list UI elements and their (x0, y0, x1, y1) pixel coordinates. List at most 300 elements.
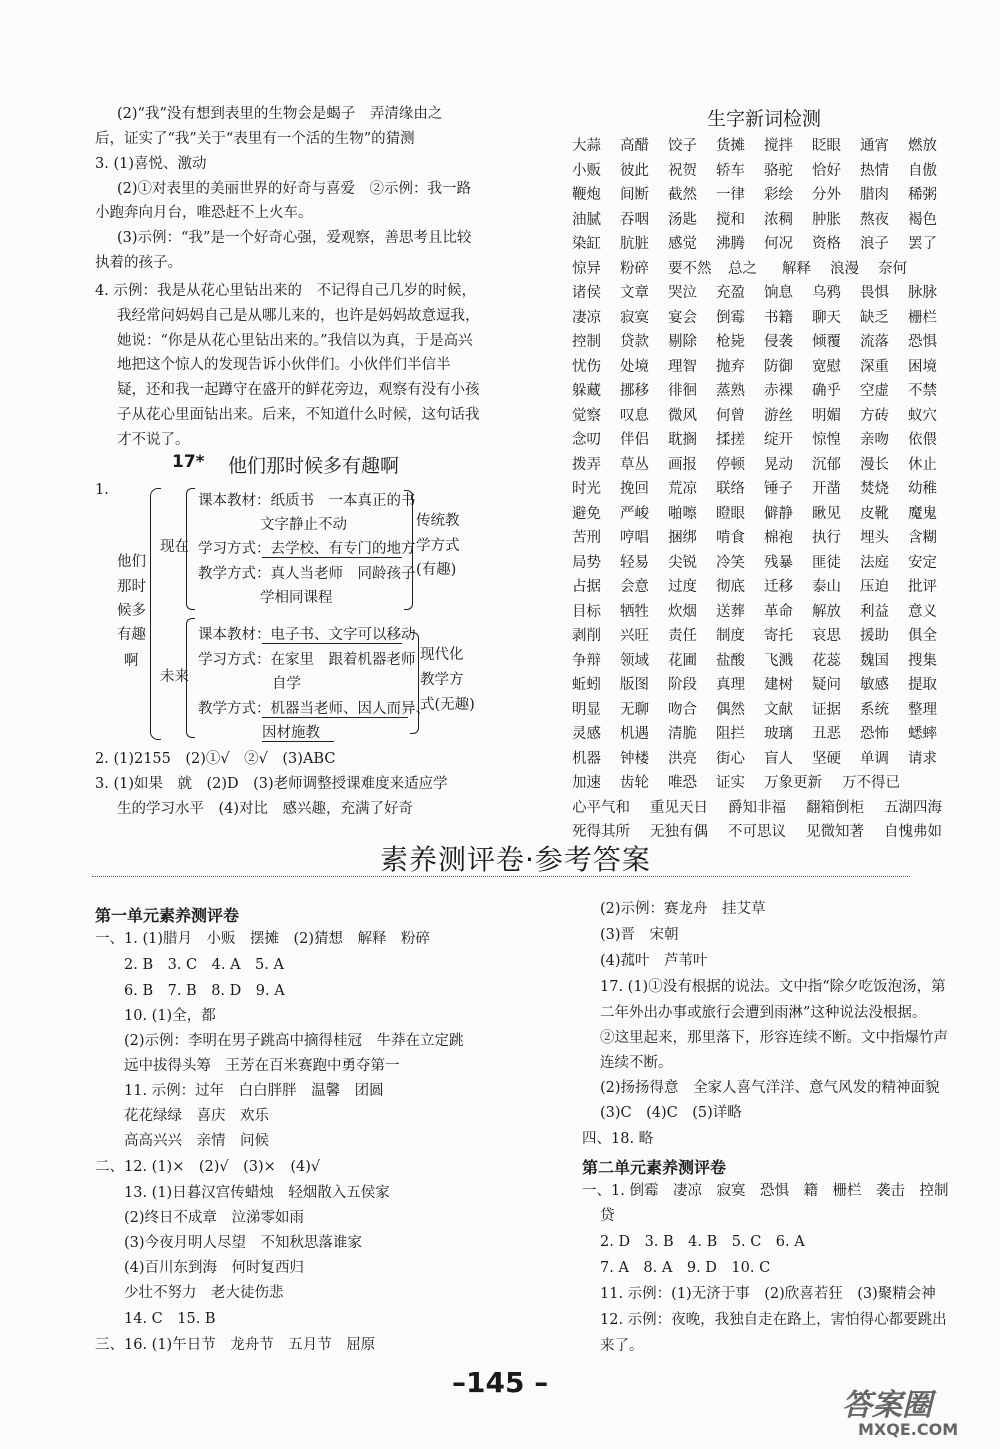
vocab-word: 剔除 (668, 334, 697, 350)
vocab-word: 何曾 (716, 407, 745, 424)
text-line: (2)“我”没有想到表里的生物会是蝎子 弄清缘由之 (117, 106, 443, 122)
answer-line: 14. C 15. B (124, 1311, 216, 1327)
vocab-word: 彻底 (716, 579, 745, 595)
vocab-word: 花蕊 (812, 652, 841, 669)
vocab-word: 联络 (716, 481, 745, 497)
vocab-word: 机遇 (620, 726, 649, 742)
vocab-word: 见微知著 (806, 824, 864, 840)
vocab-word: 热情 (860, 162, 889, 179)
vocab-word: 揉搓 (716, 432, 745, 448)
now-brace (186, 488, 195, 610)
vocab-word: 游丝 (764, 407, 793, 424)
vocab-word: 赤裸 (764, 383, 793, 399)
vocab-word: 绽开 (764, 432, 793, 448)
vocab-word: 争辩 (572, 652, 601, 669)
vocab-word: 魔鬼 (908, 505, 937, 522)
vocab-word: 截然 (668, 187, 697, 203)
now-item: 课本教材：纸质书 一本真正的书 (198, 493, 416, 509)
vocab-word: 腊肉 (860, 187, 889, 203)
text-line: 执着的孩子。 (95, 255, 182, 271)
text-line: 小跑奔向月台，唯恐赶不上火车。 (95, 205, 313, 221)
text-line: 4. 示例：我是从花心里钻出来的 不记得自己几岁的时候， (95, 283, 476, 299)
vocab-word: 钟楼 (620, 750, 649, 767)
answer-line: 花花绿绿 喜庆 欢乐 (124, 1108, 269, 1124)
text-line: 才不说了。 (117, 432, 190, 448)
vocab-word: 困境 (908, 358, 937, 375)
answer-line: 三、16. (1)午日节 龙舟节 五月节 屈原 (95, 1337, 376, 1353)
answer-line: ②这里起来，那里落下，形容连续不断。文中指爆竹声 (600, 1030, 948, 1046)
vocab-word: 法庭 (860, 554, 889, 571)
vocab-word: 间断 (620, 187, 649, 203)
vocab-word: 阶段 (668, 677, 697, 693)
vocab-word: 惊异 (572, 260, 601, 277)
vocab-word: 栅栏 (908, 309, 937, 326)
vocab-word: 心平气和 (572, 799, 630, 816)
vocab-word: 洪亮 (668, 750, 697, 767)
answer-line: 一、1. 倒霉 凄凉 寂寞 恐惧 籍 栅栏 袭击 控制 (582, 1183, 949, 1199)
vocab-word: 何况 (764, 236, 793, 252)
vocab-word: 解放 (812, 603, 841, 620)
vocab-word: 褐色 (908, 211, 937, 228)
vocab-word: 感觉 (668, 236, 697, 252)
vocab-word: 彩绘 (764, 187, 793, 203)
future-item: 学习方式：在家里 跟着机器老师 (198, 652, 416, 668)
vocab-word: 责任 (668, 628, 697, 644)
vocab-word: 控制 (572, 334, 601, 350)
answer-line: 高高兴兴 亲情 问候 (124, 1133, 269, 1149)
vocab-word: 处境 (620, 358, 649, 375)
text-line: (2)①对表里的美丽世界的好奇与喜爱 ②示例：我一路 (117, 181, 472, 197)
vocab-word: 送葬 (716, 603, 745, 620)
future-item: 因材施教 (262, 725, 320, 741)
vocab-word: 意义 (908, 603, 937, 620)
vocab-word: 领域 (620, 652, 649, 669)
vocab-word: 挪移 (620, 383, 649, 399)
vocab-word: 明媚 (812, 407, 841, 424)
vocab-word: 吞咽 (620, 211, 649, 228)
vocab-word: 不禁 (908, 383, 937, 399)
vocab-word: 高醋 (620, 138, 649, 154)
vocab-word: 啪嚓 (668, 505, 697, 522)
vocab-word: 局势 (572, 554, 601, 571)
vocab-word: 批评 (908, 579, 937, 595)
vocab-word: 建树 (764, 677, 793, 693)
vocab-word: 阻拦 (716, 726, 745, 742)
vocab-word: 缺乏 (860, 309, 889, 326)
vocab-word: 迁移 (764, 579, 793, 595)
answer-line: 11. 示例：(1)无济于事 (2)欣喜若狂 (3)聚精会神 (600, 1286, 936, 1302)
vocab-word: 理智 (668, 358, 697, 375)
vocab-word: 恐惧 (908, 334, 937, 350)
vocab-word: 埋头 (860, 530, 889, 546)
answers-title: 素养测评卷·参考答案 (380, 843, 651, 876)
lesson-title: 他们那时候多有趣啊 (228, 455, 400, 477)
root-line: 候多 (117, 603, 146, 619)
vocab-word: 玻璃 (764, 726, 793, 742)
vocab-word: 浪漫 (830, 260, 859, 277)
answer-line: 7. A 8. A 9. D 10. C (600, 1260, 771, 1276)
vocab-word: 搅拌 (764, 138, 793, 154)
vocab-word: 盐酸 (716, 652, 745, 669)
vocab-word: 草丛 (620, 456, 649, 473)
vocab-word: 重见天日 (650, 799, 708, 816)
vocab-word: 确乎 (812, 383, 841, 399)
answer-line: (2)扬扬得意 全家人喜气洋洋、意气风发的精神面貌 (600, 1080, 940, 1096)
vocab-word: 奈何 (878, 260, 907, 277)
vocab-word: 一律 (716, 187, 745, 203)
vocab-word: 压迫 (860, 579, 889, 595)
vocab-word: 五湖四海 (884, 799, 942, 816)
vocab-word: 疑问 (812, 677, 841, 693)
now-item: 教学方式：真人当老师 同龄孩子 (198, 566, 416, 582)
answer-line: 2. D 3. B 4. B 5. C 6. A (600, 1234, 805, 1250)
vocab-word: 利益 (860, 603, 889, 620)
answer-line: (4)菰叶 芦苇叶 (600, 953, 708, 969)
vocab-word: 自愧弗如 (884, 824, 942, 840)
vocab-word: 清脆 (668, 726, 697, 742)
vocab-word: 瞪眼 (716, 505, 745, 522)
vocab-word: 乌鸦 (812, 285, 841, 301)
page-number: –145 – (452, 1366, 549, 1399)
answer-line: 少壮不努力 老大徒伤悲 (124, 1285, 284, 1301)
vocab-word: 饺子 (668, 138, 697, 154)
vocab-word: 残暴 (764, 554, 793, 571)
vocab-word: 通宵 (860, 138, 889, 154)
vocab-word: 荒凉 (668, 481, 697, 497)
text-line: 疑，还和我一起蹲守在盛开的鲜花旁边，观察有没有小孩 (117, 382, 480, 398)
vocab-word: 蒸熟 (716, 383, 745, 399)
future-item: 自学 (272, 676, 301, 692)
now-result: (有趣) (416, 562, 457, 578)
vocab-word: 倾覆 (812, 334, 841, 350)
vocab-word: 油腻 (572, 211, 601, 228)
vocab-word: 偶然 (716, 701, 745, 718)
answer-line: 13. (1)日暮汉宫传蜡烛 轻烟散入五侯家 (124, 1185, 390, 1201)
vocab-word: 泰山 (812, 579, 841, 595)
vocab-word: 请求 (908, 750, 937, 767)
vocab-word: 轻易 (620, 554, 649, 571)
answer-line: 17. (1)①没有根据的说法。文中指“除夕吃饭泡汤，第 (600, 979, 946, 995)
vocab-word: 祝贺 (668, 162, 697, 179)
vocab-word: 不可思议 (728, 824, 786, 840)
answer-line: 二年外出办事或旅行会遭到雨淋”这种说法没根据。 (600, 1005, 927, 1021)
answer-line: 2. B 3. C 4. A 5. A (124, 957, 284, 973)
root-line: 那时 (117, 579, 146, 595)
vocab-word: 捆绑 (668, 530, 697, 546)
vocab-word: 唯恐 (668, 775, 697, 791)
vocab-word: 眨眼 (812, 138, 841, 154)
vocab-word: 灵感 (572, 726, 601, 742)
vocab-word: 棉袍 (764, 530, 793, 546)
vocab-word: 流落 (860, 334, 889, 350)
vocab-word: 货摊 (716, 138, 745, 154)
answer-line: (2)示例：赛龙舟 挂艾草 (600, 901, 766, 917)
vocab-word: 飞溅 (764, 652, 793, 669)
vocab-word: 畏惧 (860, 285, 889, 301)
answer-line: 二、12. (1)× (2)√ (3)× (4)√ (95, 1159, 321, 1175)
vocab-word: 徘徊 (668, 383, 697, 399)
vocab-word: 整理 (908, 701, 937, 718)
text-line: 我经常问妈妈自己是从哪儿来的，也许是妈妈故意逗我， (117, 308, 480, 324)
vocab-word: 聊天 (812, 309, 841, 326)
vocab-word: 搜集 (908, 652, 937, 669)
vocab-word: 搅和 (716, 211, 745, 228)
vocab-word: 执行 (812, 530, 841, 546)
answer-line: 2. (1)2155 (2)①√ ②√ (3)ABC (95, 751, 336, 767)
question-number: 1. (95, 482, 109, 498)
vocab-word: 机器 (572, 750, 601, 767)
vocab-word: 盲人 (764, 750, 793, 767)
watermark-top: 答案圈 (842, 1388, 932, 1423)
vocab-word: 大蒜 (572, 138, 601, 154)
unit1-title: 第一单元素养测评卷 (95, 906, 240, 925)
vocab-word: 抛弃 (716, 358, 745, 375)
vocab-word: 诸侯 (572, 285, 601, 301)
vocab-word: 休止 (908, 456, 937, 473)
future-brace (186, 618, 195, 738)
vocab-word: 牺牲 (620, 603, 649, 620)
vocab-word: 僻静 (764, 505, 793, 522)
answer-line: 远中拔得头筹 王芳在百米赛跑中勇夺第一 (124, 1058, 400, 1074)
answer-line: (2)终日不成章 泣涕零如雨 (124, 1210, 305, 1226)
vocab-word: 熬夜 (860, 211, 889, 228)
vocab-word: 安定 (908, 554, 937, 571)
future-result: 教学方 (420, 672, 464, 688)
vocab-word: 侵袭 (764, 334, 793, 350)
vocab-word: 哼唱 (620, 530, 649, 546)
vocab-word: 哀思 (812, 628, 841, 644)
vocab-word: 饷息 (764, 285, 793, 301)
vocab-word: 微风 (668, 407, 697, 424)
vocab-word: 自傲 (908, 162, 937, 179)
vocab-word: 证实 (716, 775, 745, 791)
vocab-word: 尖锐 (668, 554, 697, 571)
vocab-word: 肮脏 (620, 236, 649, 252)
vocab-word: 解释 (782, 260, 811, 277)
vocab-word: 时光 (572, 481, 601, 497)
vocab-word: 敏感 (860, 677, 889, 693)
vocab-word: 染缸 (572, 236, 601, 252)
vocab-word: 念叨 (572, 432, 601, 448)
text-line: 子从花心里面钻出来。后来，不知道什么时候，这句话我 (117, 407, 480, 423)
vocab-word: 无聊 (620, 701, 649, 718)
vocab-title: 生字新词检测 (707, 108, 822, 130)
underline (262, 741, 334, 742)
vocab-word: 加速 (572, 775, 601, 791)
future-label: 未来 (160, 669, 189, 685)
vocab-word: 伴侣 (620, 432, 649, 448)
vocab-word: 严峻 (620, 505, 649, 522)
vocab-word: 避免 (572, 505, 601, 522)
vocab-word: 彼此 (620, 162, 649, 179)
now-right-brace (404, 490, 413, 610)
now-item: 学习方式：去学校、有专门的地方 (198, 541, 416, 557)
vocab-word: 肿胀 (812, 211, 841, 228)
answer-line: 生的学习水平 (4)对比 感兴趣，充满了好奇 (117, 801, 414, 817)
now-result: 传统教 (416, 513, 460, 529)
title-divider (92, 876, 910, 877)
vocab-word: 沉郁 (812, 456, 841, 473)
vocab-word: 齿轮 (620, 775, 649, 791)
vocab-word: 惊惶 (812, 432, 841, 448)
vocab-word: 冷笑 (716, 554, 745, 571)
vocab-word: 吻合 (668, 701, 697, 718)
vocab-word: 真理 (716, 677, 745, 693)
vocab-word: 制度 (716, 628, 745, 644)
text-line: 3. (1)喜悦、激动 (95, 156, 207, 172)
vocab-word: 总之 (728, 260, 757, 277)
vocab-word: 皮靴 (860, 505, 889, 522)
answer-line: 12. 示例：夜晚，我独自走在路上，害怕得心都要跳出 (600, 1312, 947, 1328)
answer-line: 3. (1)如果 就 (2)D (3)老师调整授课难度来适应学 (95, 776, 448, 792)
now-item: 文字静止不动 (260, 517, 347, 533)
vocab-word: 明显 (572, 701, 601, 718)
vocab-word: 开凿 (812, 481, 841, 497)
now-result: 学方式 (416, 538, 460, 554)
vocab-word: 觉察 (572, 407, 601, 424)
vocab-word: 翻箱倒柜 (806, 799, 864, 816)
vocab-word: 恰好 (812, 162, 841, 179)
vocab-word: 忧伤 (572, 358, 601, 375)
vocab-word: 小贩 (572, 162, 601, 179)
vocab-word: 罢了 (908, 236, 937, 252)
vocab-word: 耽搁 (668, 432, 697, 448)
vocab-word: 空虚 (860, 383, 889, 399)
vocab-word: 叹息 (620, 407, 649, 424)
vocab-word: 焚烧 (860, 481, 889, 497)
vocab-word: 街心 (716, 750, 745, 767)
answer-line: 贷 (600, 1208, 615, 1224)
vocab-word: 哭泣 (668, 285, 697, 301)
answer-line: 连续不断。 (600, 1055, 673, 1071)
vocab-word: 鞭炮 (572, 187, 601, 203)
vocab-word: 证据 (812, 701, 841, 718)
vocab-word: 蚯蚓 (572, 677, 601, 693)
vocab-word: 文章 (620, 285, 649, 301)
watermark-bottom: MXQE.COM (858, 1420, 959, 1439)
vocab-word: 含糊 (908, 530, 937, 546)
root-line: 啊 (124, 653, 139, 669)
root-line: 有趣 (117, 627, 146, 643)
vocab-word: 文献 (764, 701, 793, 718)
answer-line: 10. (1)全，都 (124, 1008, 216, 1024)
vocab-word: 匪徒 (812, 554, 841, 571)
answer-line: 一、1. (1)腊月 小贩 摆摊 (2)猜想 解释 粉碎 (95, 931, 431, 947)
vocab-word: 寄托 (764, 628, 793, 644)
unit2-title: 第二单元素养测评卷 (582, 1158, 727, 1177)
vocab-word: 贷款 (620, 334, 649, 350)
vocab-word: 革命 (764, 603, 793, 620)
vocab-word: 方砖 (860, 407, 889, 424)
vocab-word: 宽慰 (812, 358, 841, 375)
answer-line: (4)百川东到海 何时复西归 (124, 1260, 305, 1276)
vocab-word: 坚硬 (812, 750, 841, 767)
vocab-word: 停顿 (716, 456, 745, 473)
answer-line: 来了。 (600, 1338, 644, 1354)
vocab-word: 占据 (572, 579, 601, 595)
vocab-word: 爵知非福 (728, 799, 786, 816)
vocab-word: 漫长 (860, 456, 889, 473)
vocab-word: 版图 (620, 677, 649, 693)
vocab-word: 沸腾 (716, 236, 745, 252)
vocab-word: 会意 (620, 579, 649, 595)
vocab-word: 目标 (572, 603, 601, 620)
future-result: 式(无趣) (420, 697, 475, 713)
vocab-word: 援助 (860, 628, 889, 644)
vocab-word: 苦刑 (572, 530, 601, 546)
vocab-word: 脉脉 (908, 285, 937, 301)
vocab-word: 单调 (860, 750, 889, 767)
text-line: 后，证实了“我”关于“表里有一个活的生物”的猜测 (95, 131, 415, 147)
text-line: 地把这个惊人的发现告诉小伙伴们。小伙伴们半信半 (117, 357, 451, 373)
answer-line: (3)今夜月明人尽望 不知秋思落谁家 (124, 1235, 363, 1251)
answer-line: (3)C (4)C (5)详略 (600, 1105, 742, 1121)
vocab-word: 轿车 (716, 162, 745, 179)
vocab-word: 俱全 (908, 628, 937, 644)
vocab-word: 防御 (764, 358, 793, 375)
vocab-word: 燃放 (908, 138, 937, 154)
vocab-word: 瞅见 (812, 505, 841, 522)
answer-line: 6. B 7. B 8. D 9. A (124, 983, 285, 999)
vocab-word: 魏国 (860, 652, 889, 669)
vocab-word: 画报 (668, 456, 697, 473)
root-line: 他们 (117, 554, 146, 570)
vocab-word: 挽回 (620, 481, 649, 497)
future-right-brace (410, 632, 419, 734)
lesson-number: 17* (172, 452, 205, 472)
main-brace (150, 488, 161, 740)
vocab-word: 死得其所 (572, 824, 630, 840)
vocab-word: 蟋蟀 (908, 726, 937, 742)
vocab-word: 炊烟 (668, 603, 697, 620)
vocab-word: 充盈 (716, 285, 745, 301)
text-line: (3)示例：“我”是一个好奇心强，爱观察，善思考且比较 (117, 230, 472, 246)
vocab-word: 凄凉 (572, 309, 601, 326)
vocab-word: 幼稚 (908, 481, 937, 497)
answer-line: (3)晋 宋朝 (600, 927, 679, 943)
vocab-word: 蚁穴 (908, 407, 937, 424)
vocab-word: 万不得已 (842, 775, 900, 791)
now-item: 学相同课程 (260, 590, 333, 606)
vocab-word: 晃动 (764, 456, 793, 473)
vocab-word: 万象更新 (764, 775, 822, 791)
vocab-word: 浪子 (860, 236, 889, 252)
vocab-word: 躲藏 (572, 383, 601, 399)
vocab-word: 亲吻 (860, 432, 889, 448)
vocab-word: 分外 (812, 187, 841, 203)
answer-line: 四、18. 略 (582, 1131, 654, 1147)
vocab-word: 粉碎 (620, 260, 649, 277)
future-item: 课本教材：电子书、文字可以移动 (198, 627, 416, 643)
vocab-word: 兴旺 (620, 628, 649, 644)
future-result: 现代化 (420, 647, 464, 663)
vocab-word: 剥削 (572, 628, 601, 644)
underline (262, 557, 402, 558)
answer-line: 11. 示例：过年 白白胖胖 温馨 团圆 (124, 1083, 384, 1099)
future-item: 教学方式：机器当老师、因人而异、 (198, 701, 430, 717)
vocab-word: 深重 (860, 358, 889, 375)
vocab-word: 系统 (860, 701, 889, 718)
vocab-word: 恐怖 (860, 726, 889, 742)
vocab-word: 寂寞 (620, 309, 649, 326)
answer-line: (2)示例：李明在男子跳高中摘得桂冠 牛莽在立定跳 (124, 1033, 464, 1049)
underline (262, 717, 408, 718)
vocab-word: 依偎 (908, 432, 937, 448)
vocab-word: 提取 (908, 677, 937, 693)
vocab-word: 啃食 (716, 530, 745, 546)
vocab-word: 枪毙 (716, 334, 745, 350)
vocab-word: 资格 (812, 236, 841, 252)
